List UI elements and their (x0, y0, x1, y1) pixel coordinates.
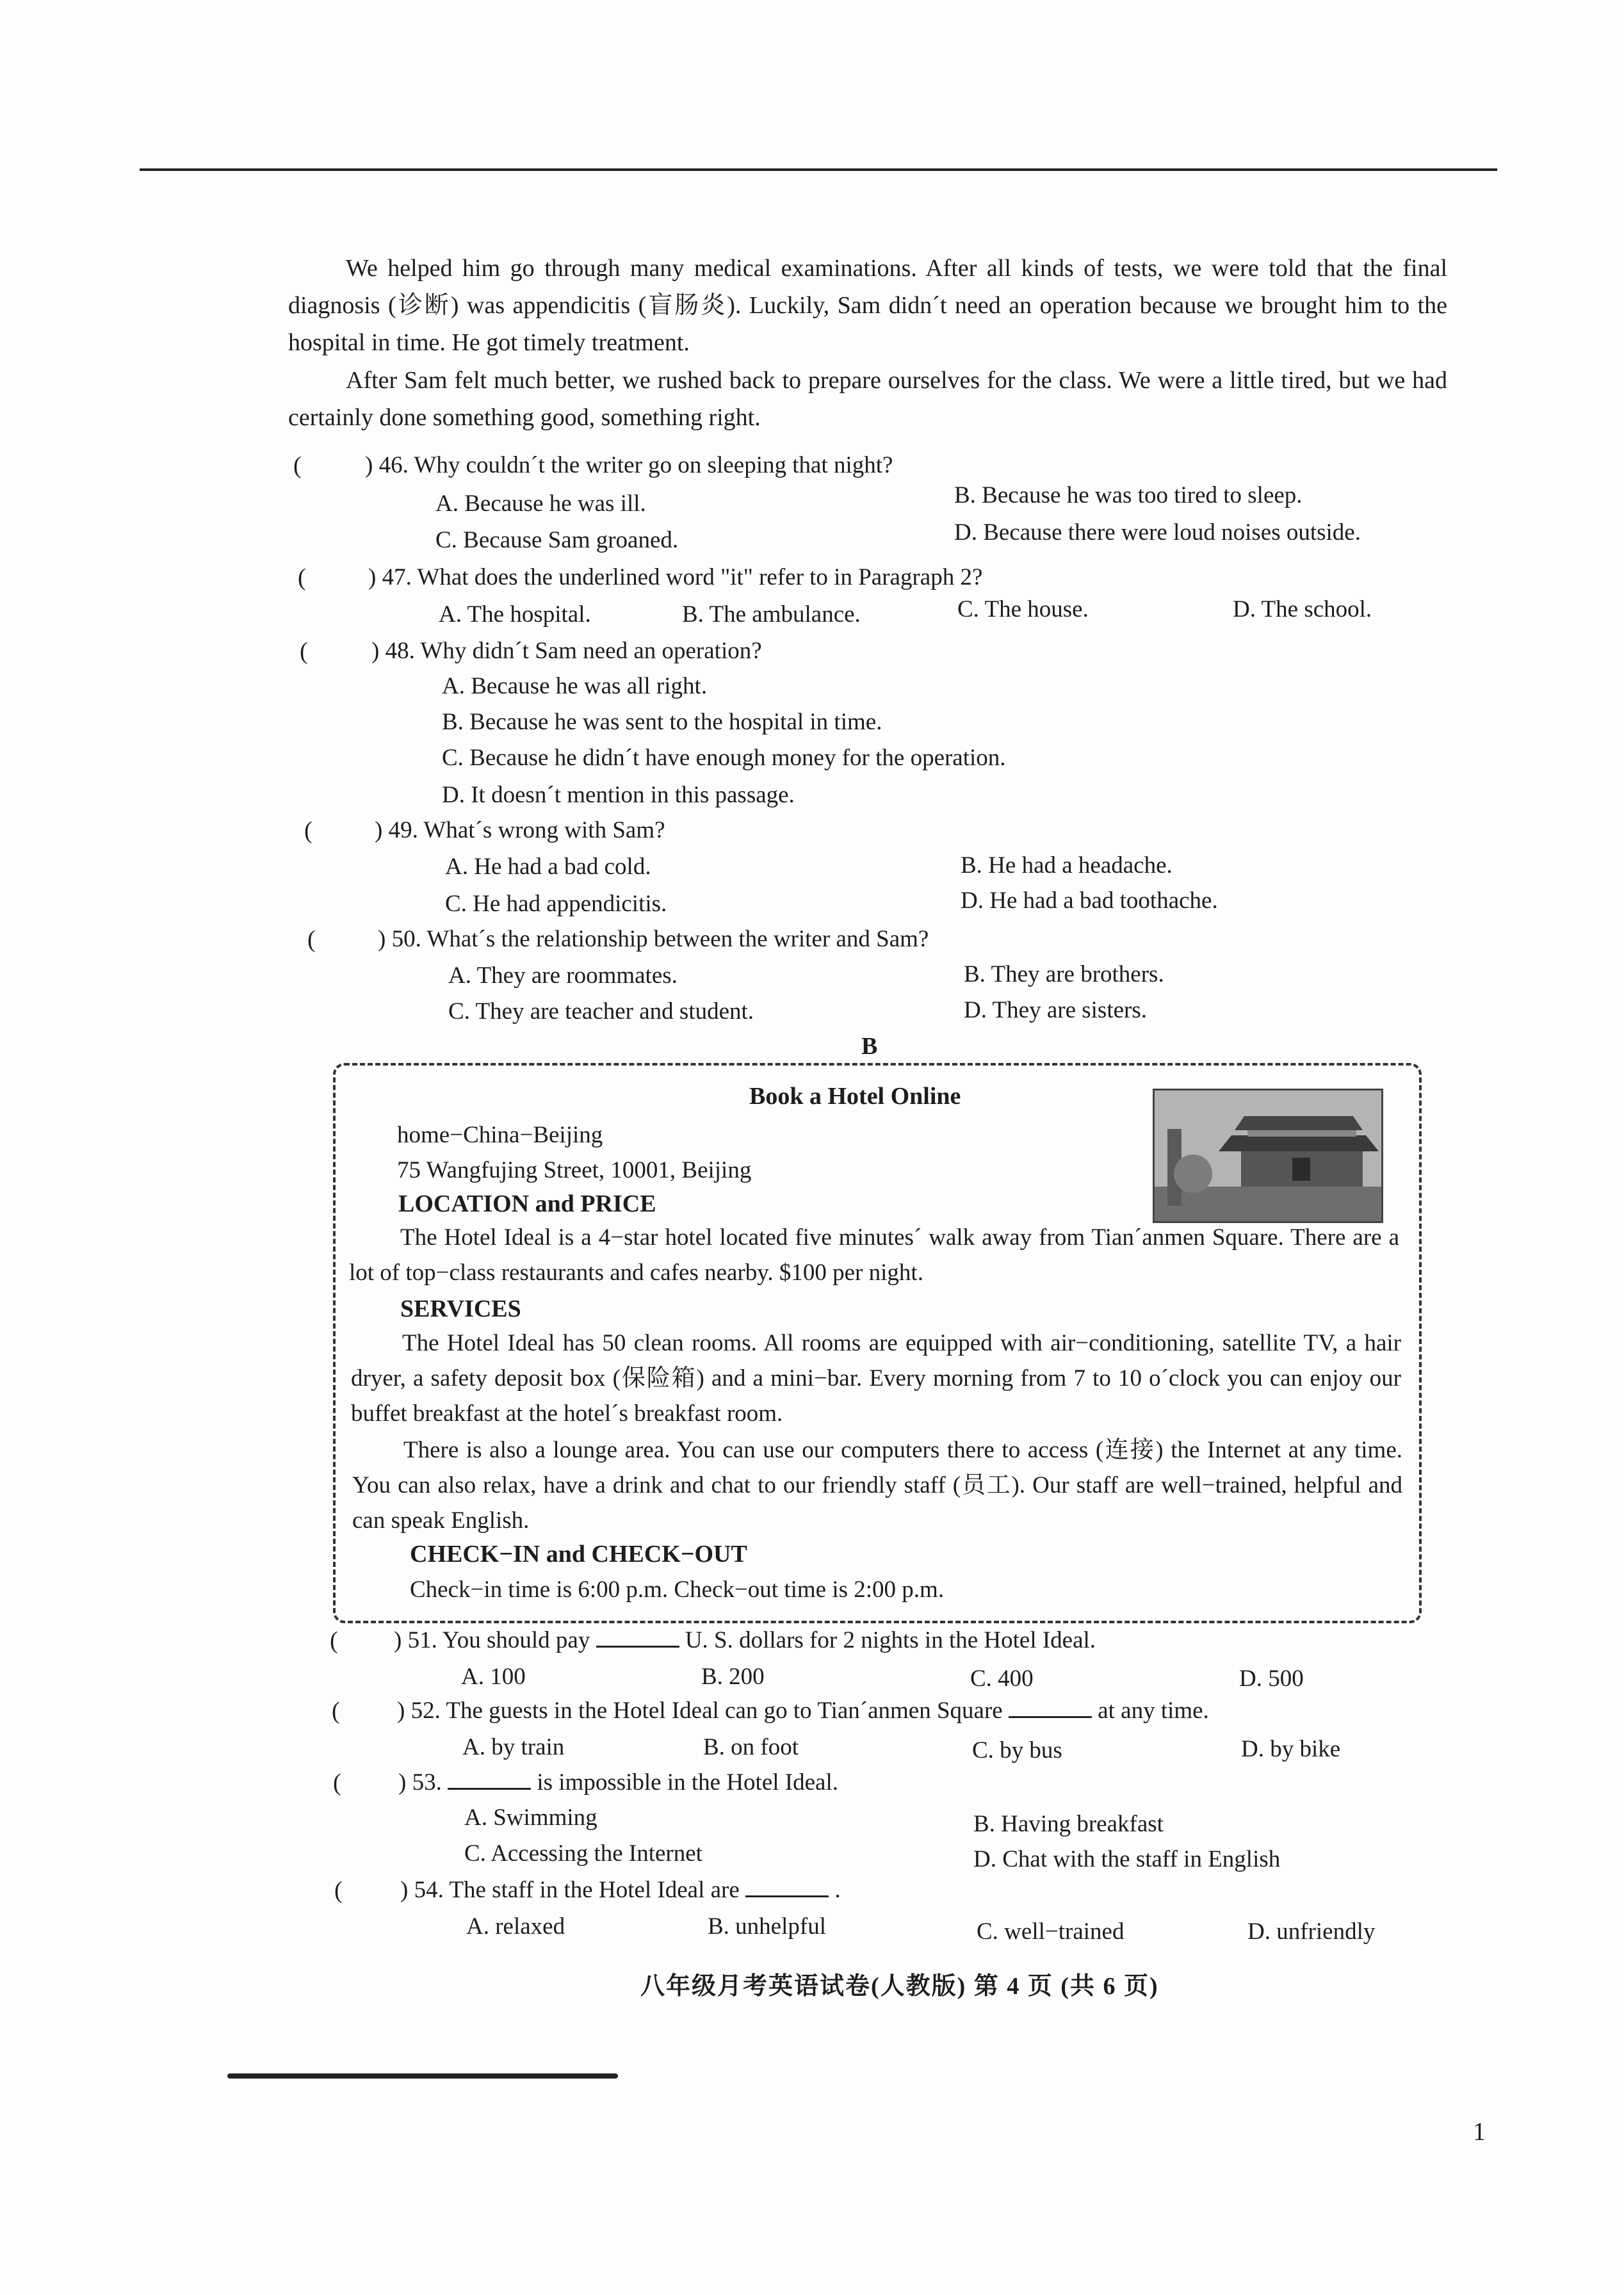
q53-option-c: C. Accessing the Internet (464, 1840, 702, 1867)
question-52-stem (397, 1695, 1209, 1727)
location-heading: LOCATION and PRICE (398, 1190, 656, 1217)
answer-paren[interactable]: ( (304, 817, 313, 844)
checkin-text: Check−in time is 6:00 p.m. Check−out time is 2:00 p.m. (410, 1577, 945, 1603)
q48-option-d: D. It doesn´t mention in this passage. (442, 782, 795, 808)
answer-paren[interactable]: ( (334, 1877, 343, 1904)
location-text: The Hotel Ideal is a 4−star hotel located five minutes´ walk away from Tian´anmen Square. There are a lot of top−class restaurants and cafes nearby. $100 per night. (349, 1224, 1399, 1286)
page-footer: 八年级月考英语试卷(人教版) 第 4 页 (共 6 页) (640, 1973, 1159, 2000)
q47-option-a: A. The hospital. (439, 601, 591, 628)
q48-option-a: A. Because he was all right. (442, 673, 708, 699)
hotel-ad-title: Book a Hotel Online (749, 1083, 961, 1110)
services-heading: SERVICES (400, 1295, 521, 1322)
q54-option-b: B. unhelpful (708, 1913, 826, 1940)
q52-option-c: C. by bus (972, 1737, 1062, 1764)
q53-option-b: B. Having breakfast (973, 1811, 1164, 1837)
q48-option-b: B. Because he was sent to the hospital in time. (442, 709, 882, 735)
q49-option-d: D. He had a bad toothache. (961, 888, 1218, 914)
q47-option-d: D. The school. (1233, 596, 1372, 622)
question-46-stem: ) 46. Why couldn´t the writer go on sleeping that night? (365, 452, 893, 478)
q46-option-d: D. Because there were loud noises outside. (954, 519, 1361, 546)
question-49-stem: ) 49. What´s wrong with Sam? (375, 817, 665, 843)
q54-option-d: D. unfriendly (1247, 1918, 1376, 1945)
answer-blank[interactable] (1009, 1697, 1092, 1718)
q50-option-b: B. They are brothers. (964, 961, 1164, 987)
tiananmen-photo (1153, 1089, 1383, 1223)
answer-paren[interactable]: ( (307, 926, 316, 953)
q54-option-c: C. well−trained (977, 1918, 1125, 1945)
q49-option-a: A. He had a bad cold. (445, 854, 651, 880)
q47-option-b: B. The ambulance. (682, 601, 861, 628)
hotel-address: 75 Wangfujing Street, 10001, Beijing (397, 1157, 752, 1183)
q52-stem-start: ) 52. The guests in the Hotel Ideal can go to Tian´anmen Square (397, 1698, 1003, 1724)
q54-option-a: A. relaxed (466, 1913, 565, 1940)
question-54-stem (400, 1874, 841, 1906)
q50-option-c: C. They are teacher and student. (448, 998, 754, 1025)
q51-stem-start: ) 51. You should pay (394, 1627, 590, 1653)
answer-paren[interactable]: ( (332, 1698, 340, 1724)
q46-option-b: B. Because he was too tired to sleep. (954, 482, 1303, 508)
q53-stem-start: ) 53. (398, 1769, 442, 1796)
question-47-stem: ) 47. What does the underlined word "it" refer to in Paragraph 2? (368, 564, 983, 590)
q53-option-a: A. Swimming (464, 1804, 597, 1831)
question-48-stem: ) 48. Why didn´t Sam need an operation? (371, 638, 762, 664)
q46-option-a: A. Because he was ill. (435, 491, 646, 517)
q51-stem-end: U. S. dollars for 2 nights in the Hotel Ideal. (685, 1627, 1096, 1653)
q52-option-d: D. by bike (1241, 1736, 1341, 1762)
q50-option-d: D. They are sisters. (964, 997, 1147, 1023)
q53-stem-end: is impossible in the Hotel Ideal. (537, 1769, 838, 1796)
q51-option-b: B. 200 (701, 1664, 765, 1690)
q50-option-a: A. They are roommates. (448, 962, 678, 989)
checkin-heading: CHECK−IN and CHECK−OUT (410, 1541, 747, 1568)
answer-blank[interactable] (596, 1626, 679, 1648)
top-rule (140, 168, 1497, 171)
question-51-stem (394, 1625, 1096, 1657)
passage-paragraph-1: We helped him go through many medical examinations. After all kinds of tests, we were told that the final diagnosis (诊断) was appendicitis (盲肠炎). Luckily, Sam didn´t need an operation because we brought him to the hospital in time. He got timely treatment. (288, 255, 1447, 356)
q52-option-b: B. on foot (703, 1734, 799, 1760)
question-53-stem (398, 1767, 838, 1799)
answer-blank[interactable] (745, 1876, 829, 1897)
q47-option-c: C. The house. (957, 596, 1089, 622)
answer-blank[interactable] (448, 1769, 531, 1790)
answer-paren[interactable]: ( (330, 1627, 338, 1654)
services-text-2: There is also a lounge area. You can use our computers there to access (连接) the Internet at any time. You can also relax, have a drink and chat to our friendly staff (员工). Our staff are well−trained, helpful and can speak English. (352, 1437, 1402, 1534)
services-text-1: The Hotel Ideal has 50 clean rooms. All rooms are equipped with air−conditioning, satellite TV, a hair dryer, a safety deposit box (保险箱) and a mini−bar. Every morning from 7 to 10 o´clock you can enjoy our buffet breakfast at the hotel´s breakfast room. (351, 1330, 1401, 1427)
q49-option-b: B. He had a headache. (961, 852, 1173, 879)
q51-option-d: D. 500 (1239, 1666, 1304, 1692)
q52-option-a: A. by train (462, 1734, 565, 1760)
q54-stem-start: ) 54. The staff in the Hotel Ideal are (400, 1877, 740, 1903)
q51-option-a: A. 100 (461, 1664, 526, 1690)
q54-stem-end: . (834, 1877, 841, 1903)
answer-paren[interactable]: ( (333, 1769, 341, 1796)
answer-paren[interactable]: ( (300, 638, 308, 665)
q48-option-c: C. Because he didn´t have enough money for the operation. (442, 745, 1006, 771)
question-50-stem: ) 50. What´s the relationship between the writer and Sam? (378, 926, 929, 952)
q49-option-c: C. He had appendicitis. (445, 891, 667, 917)
tiananmen-photo-graphic (1155, 1091, 1383, 1223)
answer-paren[interactable]: ( (293, 452, 302, 479)
bottom-rule (227, 2073, 618, 2079)
q53-option-d: D. Chat with the staff in English (973, 1846, 1281, 1872)
section-b-label: B (861, 1033, 878, 1060)
answer-paren[interactable]: ( (298, 564, 306, 591)
q46-option-c: C. Because Sam groaned. (435, 527, 679, 553)
passage-paragraph-2: After Sam felt much better, we rushed back to prepare ourselves for the class. We were a little tired, but we had certainly done something good, something right. (288, 367, 1447, 431)
q51-option-c: C. 400 (970, 1666, 1034, 1692)
q52-stem-end: at any time. (1098, 1698, 1209, 1724)
hotel-breadcrumb: home−China−Beijing (397, 1122, 603, 1148)
page-number: 1 (1473, 2117, 1486, 2146)
